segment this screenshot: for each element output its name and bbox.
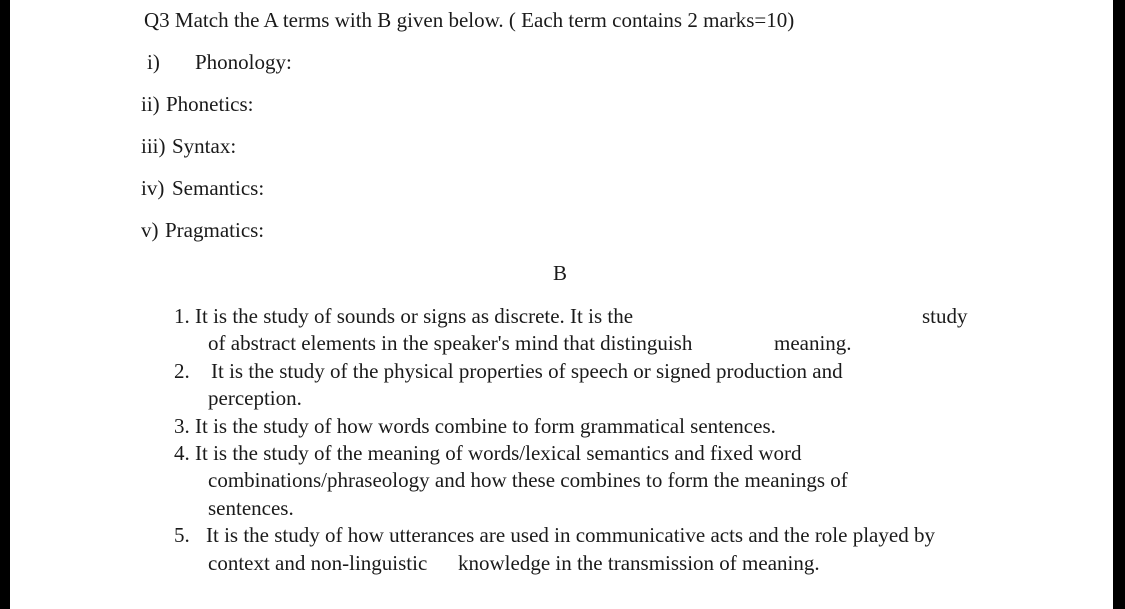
definition-4-number: 4. [174, 441, 190, 465]
term-a-4: Semantics: [172, 176, 265, 200]
definition-2-line-1: It is the study of the physical properties of speech or signed production and [211, 359, 843, 383]
term-a-5-label: v) [141, 218, 159, 242]
definition-1-line-2-end: meaning. [774, 331, 852, 355]
term-a-3: Syntax: [172, 134, 237, 158]
term-a-5: Pragmatics: [165, 218, 265, 242]
term-a-1: Phonology: [195, 50, 292, 74]
definition-3-line-1: It is the study of how words combine to form grammatical sentences. [195, 414, 776, 438]
term-a-4-label: iv) [141, 176, 165, 200]
term-a-3-label: iii) [141, 134, 166, 158]
definition-1-number: 1. [174, 304, 190, 328]
question-heading: Q3 Match the A terms with B given below. ( Each term contains 2 marks=10) [144, 8, 795, 32]
definition-3-number: 3. [174, 414, 190, 438]
definition-2-number: 2. [174, 359, 190, 383]
definition-4-line-3: sentences. [208, 496, 294, 520]
definition-4-line-1: It is the study of the meaning of words/lexical semantics and fixed word [195, 441, 802, 465]
definition-5-line-2: context and non-linguistic [208, 551, 428, 575]
definition-4-line-2: combinations/phraseology and how these combines to form the meanings of [208, 468, 848, 492]
definition-5-line-1: It is the study of how utterances are used in communicative acts and the role played by [206, 523, 935, 547]
definition-5-number: 5. [174, 523, 190, 547]
term-a-1-label: i) [147, 50, 160, 74]
definition-1-line-1-end: study [922, 304, 968, 328]
definition-1-line-1: It is the study of sounds or signs as discrete. It is the [195, 304, 634, 328]
term-a-2: Phonetics: [166, 92, 254, 116]
term-a-2-label: ii) [141, 92, 160, 116]
definition-1-line-2: of abstract elements in the speaker's mind that distinguish [208, 331, 693, 355]
document-page [10, 0, 1113, 609]
definition-2-line-2: perception. [208, 386, 302, 410]
column-b-heading: B [553, 261, 568, 285]
definition-5-line-2-end: knowledge in the transmission of meaning. [458, 551, 820, 575]
